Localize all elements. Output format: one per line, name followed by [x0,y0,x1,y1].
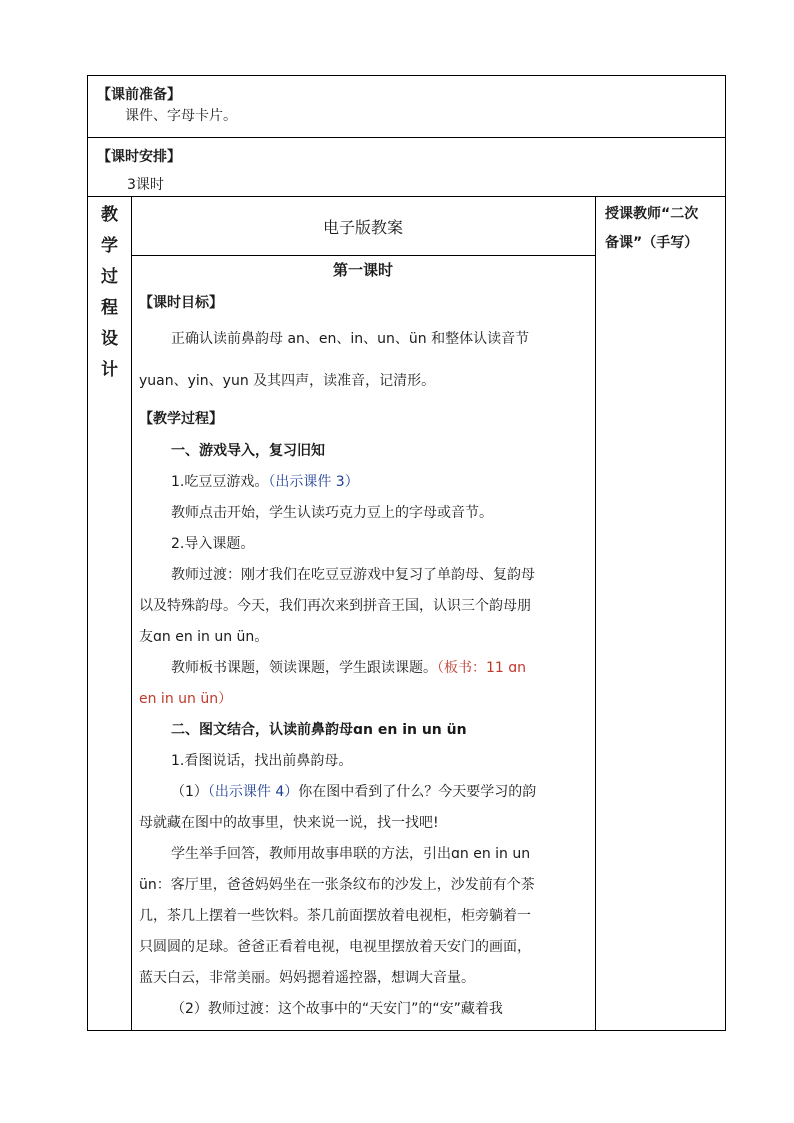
section-heading: 二、图文结合，认读前鼻韵母ɑn en in un ün [171,722,467,738]
goal-text: 正确认读前鼻韵母 an、en、in、un、ün 和整体认读音节 [171,331,530,347]
schedule-heading: 【课时安排】 [97,149,181,165]
header-divider [131,255,595,256]
vertical-char: 学 [101,236,118,256]
item-text: 你在图中看到了什么？今天要学习的韵 [298,784,537,800]
board-note: en in un ün） [139,691,233,707]
item-text: 1.吃豆豆游戏。 [171,474,269,490]
paragraph-line: 学生举手回答，教师用故事串联的方法，引出ɑn en in un [171,846,531,862]
board-note: （板书：11 ɑn [437,660,527,676]
item-text: 教师板书课题，领读课题，学生跟读课题。 [171,660,437,676]
paragraph-line: 1.看图说话，找出前鼻韵母。 [171,753,353,769]
vertical-char: 计 [101,360,118,380]
paragraph-line [171,783,536,801]
item-text: （1） [171,784,208,800]
handwritten-col-heading: 备课”（手写） [605,235,699,251]
row-divider [88,196,725,197]
goal-text: yuan、yin、yun 及其四声，读准音，记清形。 [139,373,436,389]
courseware-note: （出示课件 4） [207,784,299,800]
handwritten-col-heading: 授课教师“二次 [605,206,699,222]
vertical-char: 过 [101,267,118,287]
vertical-char: 程 [101,298,118,318]
section-heading: 一、游戏导入，复习旧知 [171,443,325,459]
courseware-note: （出示课件 3） [268,474,359,490]
paragraph-line: 教师过渡：刚才我们在吃豆豆游戏中复习了单韵母、复韵母 [171,567,535,583]
teaching-design-label [88,200,131,386]
col-divider [131,196,132,1030]
process-heading: 【教学过程】 [139,411,223,427]
paragraph-line: 友ɑn en in un ün。 [139,629,269,645]
paragraph-line [171,473,359,491]
paragraph-line: 蓝天白云，非常美丽。妈妈摁着遥控器，想调大音量。 [139,970,475,986]
paragraph-line [171,659,526,677]
paragraph-line: （2）教师过渡：这个故事中的“天安门”的“安”藏着我 [171,1001,503,1017]
paragraph-line: 教师点击开始，学生认读巧克力豆上的字母或音节。 [171,505,493,521]
paragraph-line: 2.导入课题。 [171,536,255,552]
row-divider [88,137,725,138]
paragraph-line: 几，茶几上摆着一些饮料。茶几前面摆放着电视柜，柜旁躺着一 [139,908,531,924]
paragraph-line: 以及特殊韵母。今天，我们再次来到拼音王国，认识三个韵母朋 [139,598,531,614]
paragraph-line: ün：客厅里，爸爸妈妈坐在一张条纹布的沙发上，沙发前有个茶 [139,877,535,893]
lesson-title: 第一课时 [332,261,393,279]
col-divider [595,196,596,1030]
prep-heading: 【课前准备】 [97,87,181,103]
schedule-content: 3课时 [127,177,164,193]
goal-heading: 【课时目标】 [139,295,223,311]
prep-content: 课件、字母卡片。 [125,108,237,124]
vertical-char: 设 [101,329,118,349]
paragraph-line: 母就藏在图中的故事里，快来说一说，找一找吧! [139,815,439,831]
vertical-char: 教 [101,205,118,225]
table-title: 电子版教案 [322,218,403,237]
paragraph-line: 只圆圆的足球。爸爸正看着电视，电视里摆放着天安门的画面， [139,939,531,955]
